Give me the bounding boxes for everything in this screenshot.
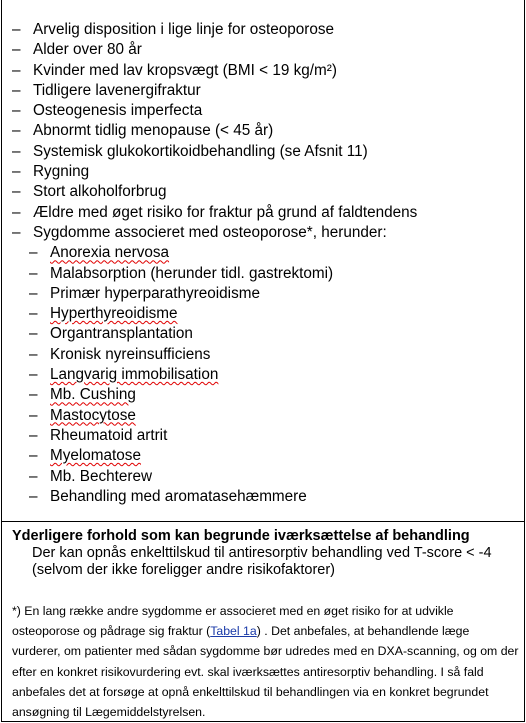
disease-text: Hyperthyreoidisme (50, 305, 178, 323)
list-item-text: Abnormt tidlig menopause (< 45 år) (33, 122, 274, 140)
sub-list-item (12, 284, 518, 304)
bullet-dash: – (12, 142, 21, 160)
list-item (12, 101, 518, 121)
bullet-dash: – (29, 426, 38, 444)
document-frame (1, 0, 525, 722)
list-item-text: Systemisk glukokortikoidbehandling (se Afsnit 11) (33, 142, 368, 160)
sub-list-item (12, 446, 518, 466)
list-item (12, 182, 518, 202)
sub-list-item (12, 345, 518, 365)
disease-text: Mb. Bechterew (50, 467, 153, 485)
bullet-dash: – (29, 264, 38, 282)
bullet-dash: – (12, 41, 21, 59)
sub-list-item (12, 324, 518, 344)
bullet-dash: – (29, 467, 38, 485)
disease-text: Malabsorption (herunder tidl. gastrektomi) (50, 264, 334, 282)
bullet-dash: – (29, 284, 38, 302)
list-item (12, 20, 518, 40)
list-item-text: Alder over 80 år (33, 41, 142, 59)
risk-factor-list (12, 20, 518, 507)
section-body: Der kan opnås enkelttilskud til antiresorptiv behandling ved T-score < -4 (selvom der ikke foreligger andre risikofaktorer) (32, 545, 492, 578)
disease-text: Rheumatoid artrit (50, 426, 168, 444)
bullet-dash: – (29, 406, 38, 424)
bullet-dash: – (29, 305, 38, 323)
disease-text: Myelomatose (50, 447, 141, 465)
sub-list-item (12, 385, 518, 405)
list-item (12, 162, 518, 182)
sub-list-item (12, 264, 518, 284)
list-item-text: Ældre med øget risiko for fraktur på grund af faldtendens (33, 203, 418, 221)
bullet-dash: – (12, 223, 21, 241)
bullet-dash: – (29, 345, 38, 363)
footnote-text-continued: ) . Det anbefales, at behandlende læge vurderer, om patienter med sådan sygdomme bør udredes med en DXA-scanning, og om der efter en konkret risikovurdering evt. skal iværksættes antiresorptiv behandling. I så fald anbefales det at forsøge at opnå enkelttilskud til behandlingen via en konkret begrundet ansøgning til Lægemiddelstyrelsen. (12, 624, 519, 720)
bullet-dash: – (12, 163, 21, 181)
bullet-dash: – (12, 61, 21, 79)
disease-text: Organtransplantation (50, 325, 193, 343)
sub-list-item (12, 304, 518, 324)
sub-list-item (12, 426, 518, 446)
section-divider (2, 521, 524, 522)
bullet-dash: – (29, 325, 38, 343)
table-1a-link[interactable]: Tabel 1a (210, 624, 257, 639)
further-conditions-section (12, 528, 517, 579)
disease-text: Kronisk nyreinsufficiens (50, 345, 211, 363)
section-heading: Yderligere forhold som kan begrunde iværksættelse af behandling (12, 528, 470, 544)
bullet-dash: – (12, 203, 21, 221)
bullet-dash: – (12, 122, 21, 140)
bullet-dash: – (29, 366, 38, 384)
sub-list-item (12, 243, 518, 263)
list-item (12, 61, 518, 81)
list-item (12, 121, 518, 141)
list-item-text: Stort alkoholforbrug (33, 183, 167, 201)
list-item-text: Arvelig disposition i lige linje for osteoporose (33, 21, 335, 38)
bullet-dash: – (12, 102, 21, 120)
bullet-dash: – (29, 487, 38, 505)
list-item-text: Kvinder med lav kropsvægt (BMI < 19 kg/m²) (33, 61, 337, 79)
disease-text: Langvarig immobilisation (50, 366, 219, 384)
disease-text: Anorexia nervosa (50, 244, 170, 262)
disease-text: Behandling med aromatasehæmmere (50, 487, 307, 505)
list-item-text: Sygdomme associeret med osteoporose*, herunder: (33, 223, 387, 241)
sub-list-item (12, 467, 518, 487)
list-item-text: Rygning (33, 163, 90, 181)
list-item-text: Osteogenesis imperfecta (33, 102, 203, 120)
bullet-dash: – (12, 21, 21, 38)
bullet-dash: – (29, 447, 38, 465)
list-item (12, 203, 518, 223)
list-item-text: Tidligere lavenergifraktur (33, 81, 201, 99)
disease-text: Mastocytose (50, 406, 136, 424)
sub-list-item (12, 365, 518, 385)
sub-list-item (12, 487, 518, 507)
footnote (12, 601, 519, 722)
disease-text: Primær hyperparathyreoidisme (50, 284, 260, 302)
bullet-dash: – (12, 81, 21, 99)
list-item (12, 81, 518, 101)
list-item (12, 223, 518, 243)
list-item (12, 142, 518, 162)
bullet-dash: – (12, 183, 21, 201)
list-item (12, 40, 518, 60)
bullet-dash: – (29, 386, 38, 404)
sub-list-item (12, 406, 518, 426)
footnote-text: *) En lang række andre sygdomme er associeret med en øget risiko for at udvikle osteoporose og pådrage sig fraktur ( (12, 604, 454, 639)
bullet-dash: – (29, 244, 38, 262)
disease-text: Mb. Cushing (50, 386, 136, 404)
